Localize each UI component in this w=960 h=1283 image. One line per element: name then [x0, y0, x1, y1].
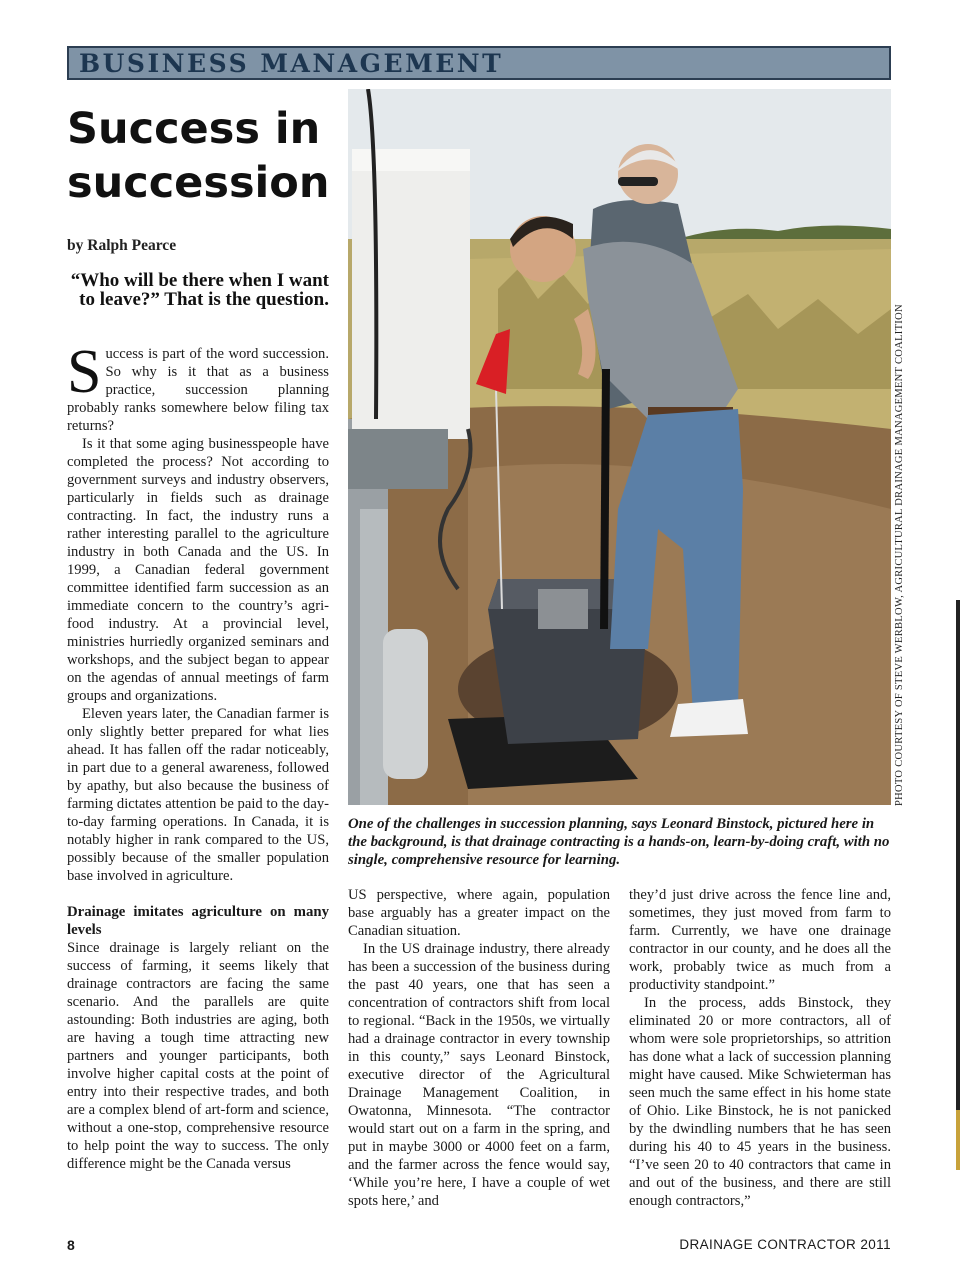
paragraph: Is it that some aging businesspeople have completed the process? Not according to government surveys and industry observers, particularly in fields such as drainage contracting. In fact, the industry runs a rather interesting parallel to the agriculture industry in both Canada and the US. In 1999, a Canadian federal government committee identified farm succession as an immediate concern to the country’s agri-food industry. At a provincial level, ministries hurriedly organized seminars and workshops, and the subject began to appear on the agendas of annual meetings of farm groups and organizations. — [67, 436, 329, 704]
pull-quote: “Who will be there when I want to leave?” That is the question. — [70, 270, 329, 310]
article-column-2 — [348, 886, 610, 1210]
drop-cap: S — [67, 338, 102, 406]
article-headline: Success in succession — [67, 104, 330, 208]
page-edge-tab — [956, 1110, 960, 1170]
subheading: Drainage imitates agriculture on many levels — [67, 904, 329, 938]
article-photo — [348, 89, 891, 805]
paragraph: US perspective, where again, population base arguably has a greater impact on the Canadian situation. — [348, 887, 610, 939]
running-footer: DRAINAGE CONTRACTOR 2011 — [679, 1237, 891, 1252]
paragraph: they’d just drive across the fence line and, sometimes, they just moved from farm to farm. Currently, we have one drainage contractor in our county, and he does all the work, probably twice as much from a productivity standpoint.” — [629, 887, 891, 993]
page-number: 8 — [67, 1237, 75, 1253]
article-column-1 — [67, 338, 329, 1173]
photo-caption: One of the challenges in succession planning, says Leonard Binstock, pictured here in the background, is that drainage contracting is a hands-on, learn-by-doing craft, with no single, comprehensive resource for learning. — [348, 816, 890, 868]
section-banner — [67, 46, 891, 80]
paragraph: Since drainage is largely reliant on the success of farming, it seems likely that drainage contractors are facing the same scenario. And the parallels are quite astounding: Both industries are aging, both are having a tough time attracting new partners and younger participants, both involve higher capital costs at the point of entry into their respective trades, and both are a complex blend of art-form and science, without a one-stop, comprehensive resource to help point the way to success. The only difference might be the Canada versus — [67, 940, 329, 1172]
page-edge-bar — [956, 600, 960, 1160]
paragraph: In the process, adds Binstock, they eliminated 20 or more contractors, all of whom were sole proprietorships, so attrition has done what a lack of succession planning might have caused. Mike Schwieterman has seen much the same effect in his home state of Ohio. Like Binstock, he is not panicked by the dwindling numbers that he has seen during his 40 to 45 years in the business. “I’ve seen 20 to 40 contractors that came in and out of the business, and there are still enough contractors,” — [629, 995, 891, 1209]
paragraph: Success is part of the word succession. So why is it that as a business practice, succession planning probably ranks somewhere below filing tax returns? — [67, 338, 329, 434]
photo-illustration — [348, 89, 891, 805]
byline: by Ralph Pearce — [67, 237, 177, 254]
paragraph: Eleven years later, the Canadian farmer is only slightly better prepared for what lies ahead. It has fallen off the radar noticeably, in part due to a general awareness, followed by apathy, but also because the business of farming dictates attention be paid to the day-to-day farming operations. In Canada, it is notably higher in rank compared to the US, possibly because of the smaller population base involved in agriculture. — [67, 706, 329, 884]
article-column-3 — [629, 886, 891, 1210]
paragraph: In the US drainage industry, there already has been a succession of the business during the past 40 years, one that has seen a concentration of contractors shift from local to regional. “Back in the 1950s, we virtually had a drainage contractor in every township in this county,” says Leonard Binstock, executive director of the Agricultural Drainage Management Coalition, in Owatonna, Minnesota. “The contractor would start out on a farm in the spring, and put in maybe 3000 or 4000 feet on a farm, and the farmer across the fence would say, ‘While you’re here, I have a couple of wet spots here,’ and — [348, 941, 610, 1209]
section-label: BUSINESS MANAGEMENT — [79, 48, 504, 78]
